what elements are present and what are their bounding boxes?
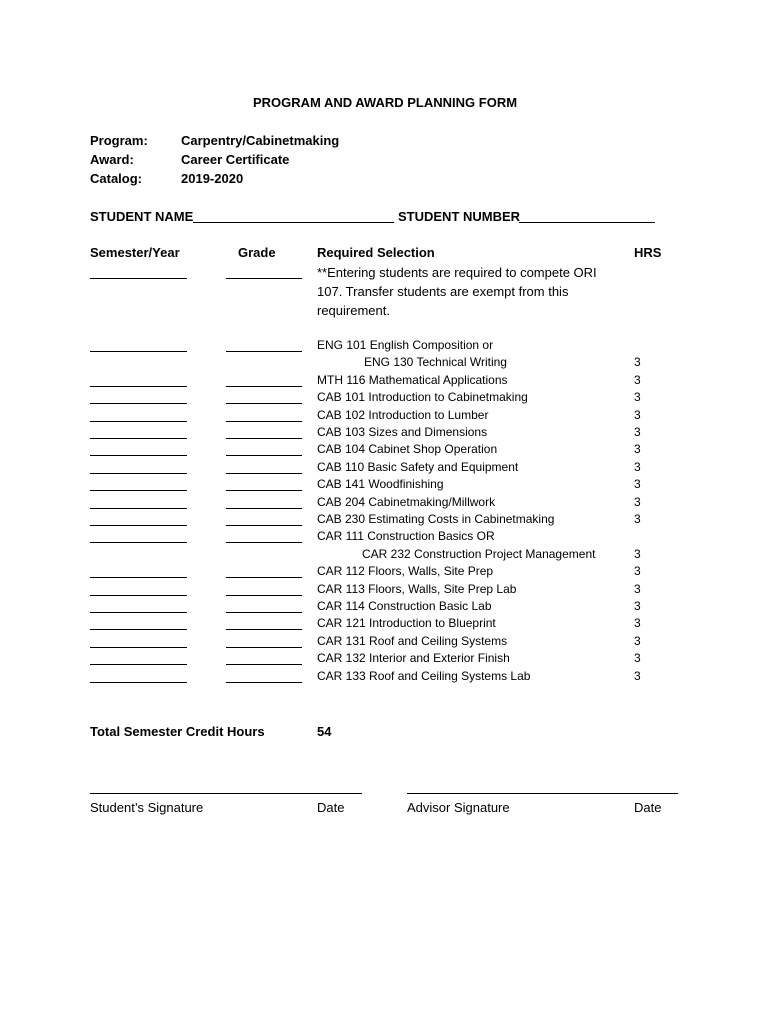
grade-field[interactable] (226, 647, 302, 648)
course-name: CAR 111 Construction Basics OR (317, 529, 495, 544)
course-name: CAR 131 Roof and Ceiling Systems (317, 633, 508, 648)
advisor-date-label: Date (634, 800, 662, 815)
semester-field[interactable] (90, 403, 187, 404)
student-number-field[interactable] (519, 222, 655, 223)
semester-field[interactable] (90, 629, 187, 630)
semester-field[interactable] (90, 386, 187, 387)
program-value: Carpentry/Cabinetmaking (181, 133, 340, 148)
course-name: CAB 141 Woodfinishing (317, 477, 444, 492)
semester-field[interactable] (90, 577, 187, 578)
student-name-field[interactable] (193, 222, 394, 223)
course-hours: 3 (634, 425, 641, 439)
advisor-signature-line[interactable] (407, 793, 678, 794)
course-hours: 3 (634, 599, 641, 613)
course-name: CAB 104 Cabinet Shop Operation (317, 442, 498, 457)
semester-field[interactable] (90, 508, 187, 509)
semester-field[interactable] (90, 664, 187, 665)
grade-field[interactable] (226, 403, 302, 404)
col-grade-header: Grade (238, 245, 276, 260)
col-semester-header: Semester/Year (90, 245, 180, 260)
course-hours: 3 (634, 616, 641, 631)
course-name: CAR 114 Construction Basic Lab (317, 599, 492, 613)
semester-field[interactable] (90, 421, 187, 422)
grade-field[interactable] (226, 542, 302, 543)
program-label: Program: (90, 133, 148, 148)
semester-field-header[interactable] (90, 278, 187, 279)
course-name: CAB 102 Introduction to Lumber (317, 407, 489, 422)
course-name: CAR 132 Interior and Exterior Finish (317, 651, 510, 666)
course-hours: 3 (634, 633, 641, 648)
award-value: Career Certificate (181, 152, 290, 167)
course-hours: 3 (634, 651, 641, 666)
semester-field[interactable] (90, 647, 187, 648)
grade-field[interactable] (226, 595, 302, 596)
grade-field[interactable] (226, 490, 302, 491)
grade-field[interactable] (226, 386, 302, 387)
course-name: CAR 121 Introduction to Blueprint (317, 616, 496, 631)
course-hours: 3 (634, 564, 641, 579)
course-hours: 3 (634, 442, 641, 457)
course-hours: 3 (634, 372, 641, 387)
col-required-header: Required Selection (317, 245, 435, 260)
student-date-label: Date (317, 800, 345, 815)
course-hours: 3 (634, 407, 641, 422)
semester-field[interactable] (90, 473, 187, 474)
course-name: CAB 230 Estimating Costs in Cabinetmaking (317, 512, 555, 526)
course-hours: 3 (634, 581, 641, 596)
semester-field[interactable] (90, 351, 187, 352)
semester-field[interactable] (90, 455, 187, 456)
course-hours: 3 (634, 546, 641, 561)
col-hrs-header: HRS (634, 245, 662, 260)
course-name: ENG 101 English Composition or (317, 338, 494, 352)
course-name: CAB 103 Sizes and Dimensions (317, 425, 488, 439)
course-name: MTH 116 Mathematical Applications (317, 372, 508, 387)
catalog-value: 2019-2020 (181, 171, 244, 186)
semester-field[interactable] (90, 612, 187, 613)
student-signature-label: Student’s Signature (90, 800, 204, 815)
total-credit-hours-label: Total Semester Credit Hours (90, 724, 265, 739)
course-hours: 3 (634, 494, 641, 509)
semester-field[interactable] (90, 438, 187, 439)
grade-field[interactable] (226, 508, 302, 509)
grade-field[interactable] (226, 351, 302, 352)
course-hours: 3 (634, 668, 641, 683)
course-hours: 3 (634, 355, 641, 370)
course-name: CAB 101 Introduction to Cabinetmaking (317, 390, 528, 405)
semester-field[interactable] (90, 595, 187, 596)
grade-field[interactable] (226, 438, 302, 439)
requirement-note: **Entering students are required to compete ORI 107. Transfer students are exempt from this requirement. (317, 265, 597, 318)
form-title: PROGRAM AND AWARD PLANNING FORM (252, 95, 518, 110)
grade-field[interactable] (226, 664, 302, 665)
award-label: Award: (90, 152, 134, 167)
grade-field[interactable] (226, 612, 302, 613)
semester-field[interactable] (90, 490, 187, 491)
course-name: CAR 133 Roof and Ceiling Systems Lab (317, 668, 531, 683)
grade-field[interactable] (226, 525, 302, 526)
grade-field[interactable] (226, 577, 302, 578)
course-hours: 3 (634, 459, 641, 474)
course-name: CAB 204 Cabinetmaking/Millwork (317, 494, 496, 509)
course-hours: 3 (634, 512, 641, 526)
student-signature-line[interactable] (90, 793, 362, 794)
course-hours: 3 (634, 390, 641, 405)
grade-field[interactable] (226, 682, 302, 683)
grade-field[interactable] (226, 455, 302, 456)
grade-field[interactable] (226, 629, 302, 630)
grade-field-header[interactable] (226, 278, 302, 279)
course-name: CAR 112 Floors, Walls, Site Prep (317, 564, 494, 579)
course-name: CAB 110 Basic Safety and Equipment (317, 459, 519, 474)
course-hours: 3 (634, 477, 641, 492)
grade-field[interactable] (226, 473, 302, 474)
course-alternative: CAR 232 Construction Project Management (362, 546, 596, 561)
course-name: CAR 113 Floors, Walls, Site Prep Lab (317, 581, 517, 596)
course-alternative: ENG 130 Technical Writing (364, 355, 507, 370)
catalog-label: Catalog: (90, 171, 142, 186)
semester-field[interactable] (90, 682, 187, 683)
grade-field[interactable] (226, 421, 302, 422)
student-number-label: STUDENT NUMBER (398, 209, 521, 224)
student-name-label: STUDENT NAME (90, 209, 194, 224)
semester-field[interactable] (90, 542, 187, 543)
total-credit-hours-value: 54 (317, 724, 332, 739)
advisor-signature-label: Advisor Signature (407, 800, 510, 815)
semester-field[interactable] (90, 525, 187, 526)
